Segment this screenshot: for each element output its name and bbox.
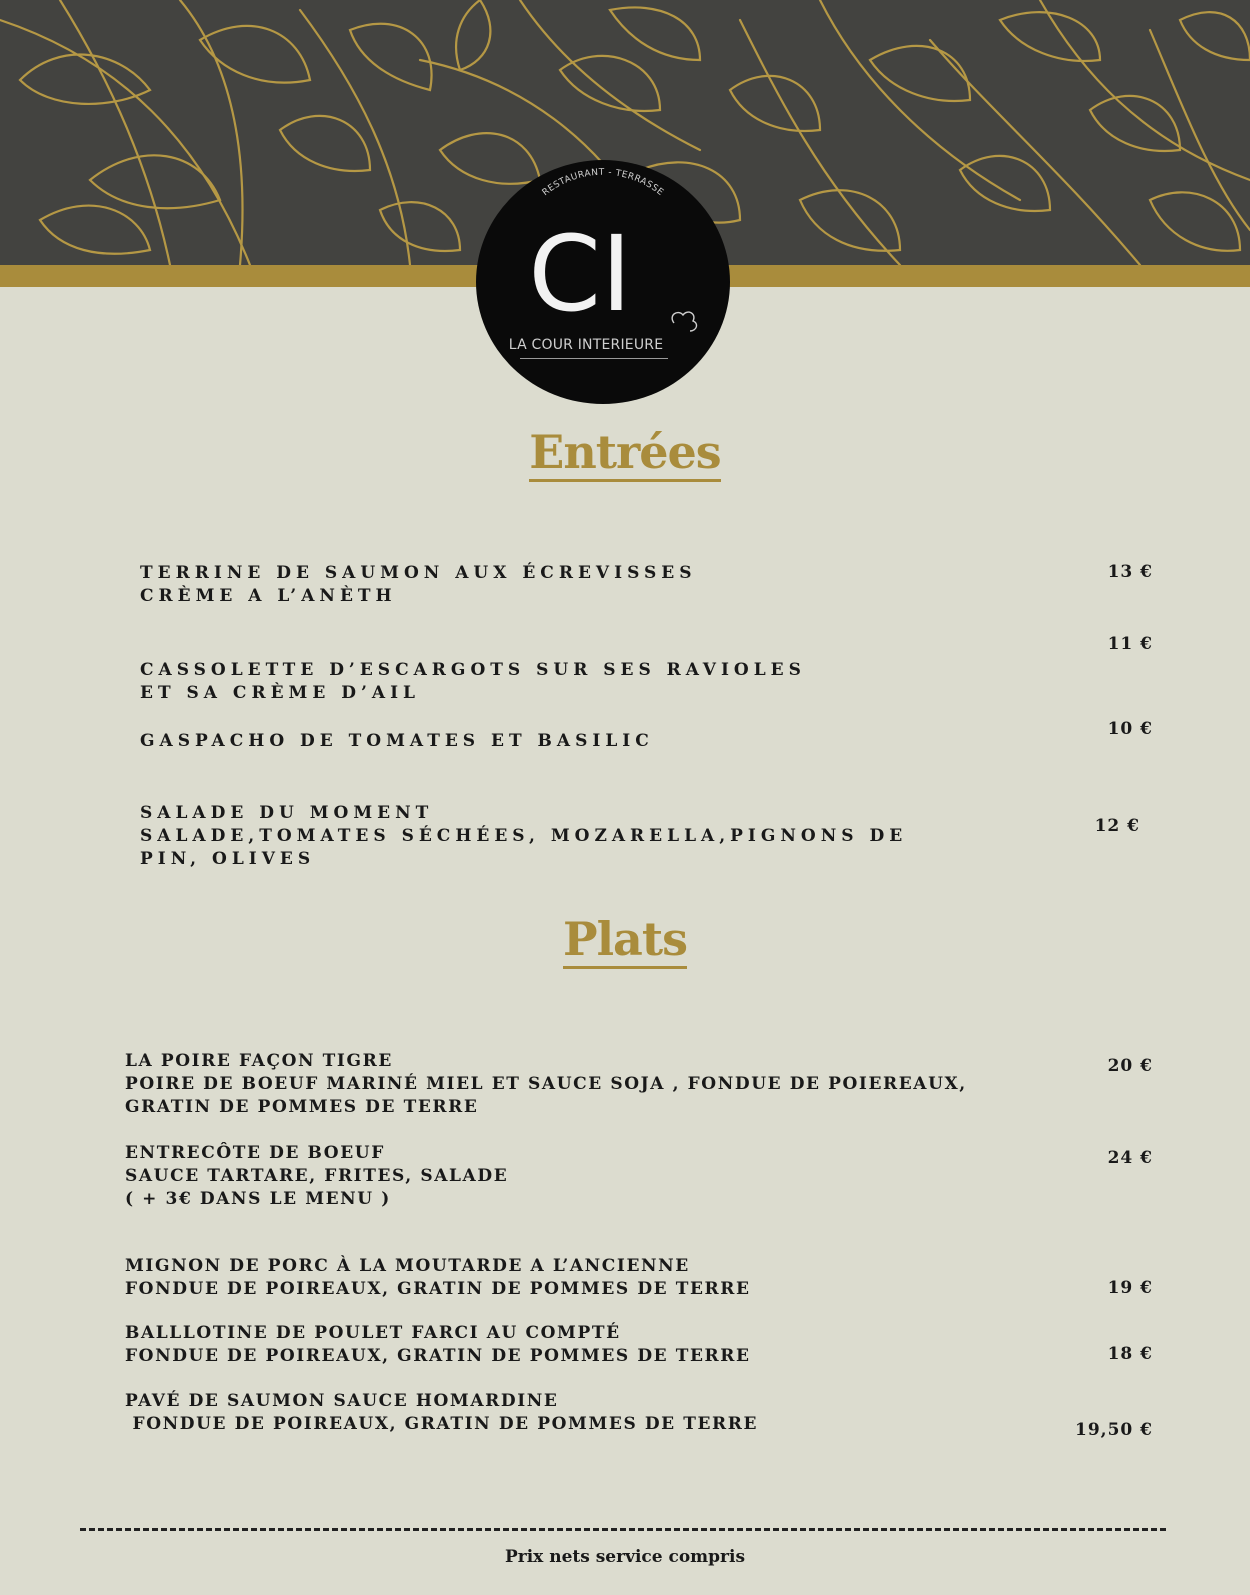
restaurant-logo [476, 160, 730, 404]
menu-item [140, 730, 654, 753]
dish-name: CASSOLETTE D’ESCARGOTS SUR SES RAVIOLES [140, 660, 806, 680]
dish-description: CRÈME A L’ANÈTH [140, 586, 397, 606]
menu-item [125, 1390, 758, 1436]
logo-graphic [476, 160, 730, 404]
dish-price: 18 € [1107, 1344, 1153, 1364]
footer-note: Prix nets service compris [504, 1547, 746, 1567]
chef-hat-icon [672, 312, 696, 331]
section-title-plats [0, 912, 1250, 966]
dish-description: FONDUE DE POIREAUX, GRATIN DE POMMES DE TERRE [125, 1414, 759, 1434]
menu-item [125, 1142, 508, 1211]
dish-price: 24 € [1107, 1148, 1153, 1168]
dish-name: SALADE DU MOMENT [140, 803, 434, 823]
menu-item [125, 1050, 967, 1119]
dish-description: FONDUE DE POIREAUX, GRATIN DE POMMES DE TERRE [125, 1279, 751, 1299]
dish-description: SALADE,TOMATES SÉCHÉES, MOZARELLA,PIGNONS DE [140, 826, 908, 846]
dish-price: 20 € [1107, 1056, 1153, 1076]
menu-item [125, 1255, 751, 1301]
dish-price: 10 € [1107, 719, 1153, 739]
dish-description: PIN, OLIVES [140, 849, 316, 869]
dish-description: ( + 3€ DANS LE MENU ) [125, 1189, 391, 1209]
dish-description: GRATIN DE POMMES DE TERRE [125, 1097, 479, 1117]
dish-description: ET SA CRÈME D’AIL [140, 683, 420, 703]
dish-description: FONDUE DE POIREAUX, GRATIN DE POMMES DE TERRE [125, 1346, 751, 1366]
dish-name: BALLLOTINE DE POULET FARCI AU COMPTÉ [125, 1323, 621, 1343]
dish-description: POIRE DE BOEUF MARINÉ MIEL ET SAUCE SOJA , FONDUE DE POIEREAUX, [125, 1074, 967, 1094]
logo-monogram: CI [528, 213, 632, 335]
logo-underline [520, 358, 668, 359]
menu-item [140, 802, 907, 871]
dish-name: PAVÉ DE SAUMON SAUCE HOMARDINE [125, 1391, 559, 1411]
dish-price: 19,50 € [1075, 1420, 1153, 1440]
menu-item [140, 659, 806, 705]
menu-item [140, 562, 696, 608]
dish-name: ENTRECÔTE DE BOEUF [125, 1143, 385, 1163]
dashed-divider [80, 1528, 1166, 1531]
dish-price: 12 € [1094, 816, 1140, 836]
section-title-entrees [0, 425, 1250, 479]
section-title-text: Entrées [529, 425, 720, 482]
section-title-text: Plats [563, 912, 687, 969]
dish-name: LA POIRE FAÇON TIGRE [125, 1051, 393, 1071]
dish-price: 11 € [1107, 634, 1153, 654]
dish-name: GASPACHO DE TOMATES ET BASILIC [140, 731, 654, 751]
logo-tagline: RESTAURANT - TERRASSE [540, 167, 666, 199]
dish-price: 13 € [1107, 562, 1153, 582]
dish-price: 19 € [1107, 1278, 1153, 1298]
logo-name: LA COUR INTERIEURE [508, 337, 664, 353]
dish-name: MIGNON DE PORC À LA MOUTARDE A L’ANCIENNE [125, 1256, 690, 1276]
menu-item [125, 1322, 751, 1368]
dish-name: TERRINE DE SAUMON AUX ÉCREVISSES [140, 563, 697, 583]
dish-description: SAUCE TARTARE, FRITES, SALADE [125, 1166, 509, 1186]
